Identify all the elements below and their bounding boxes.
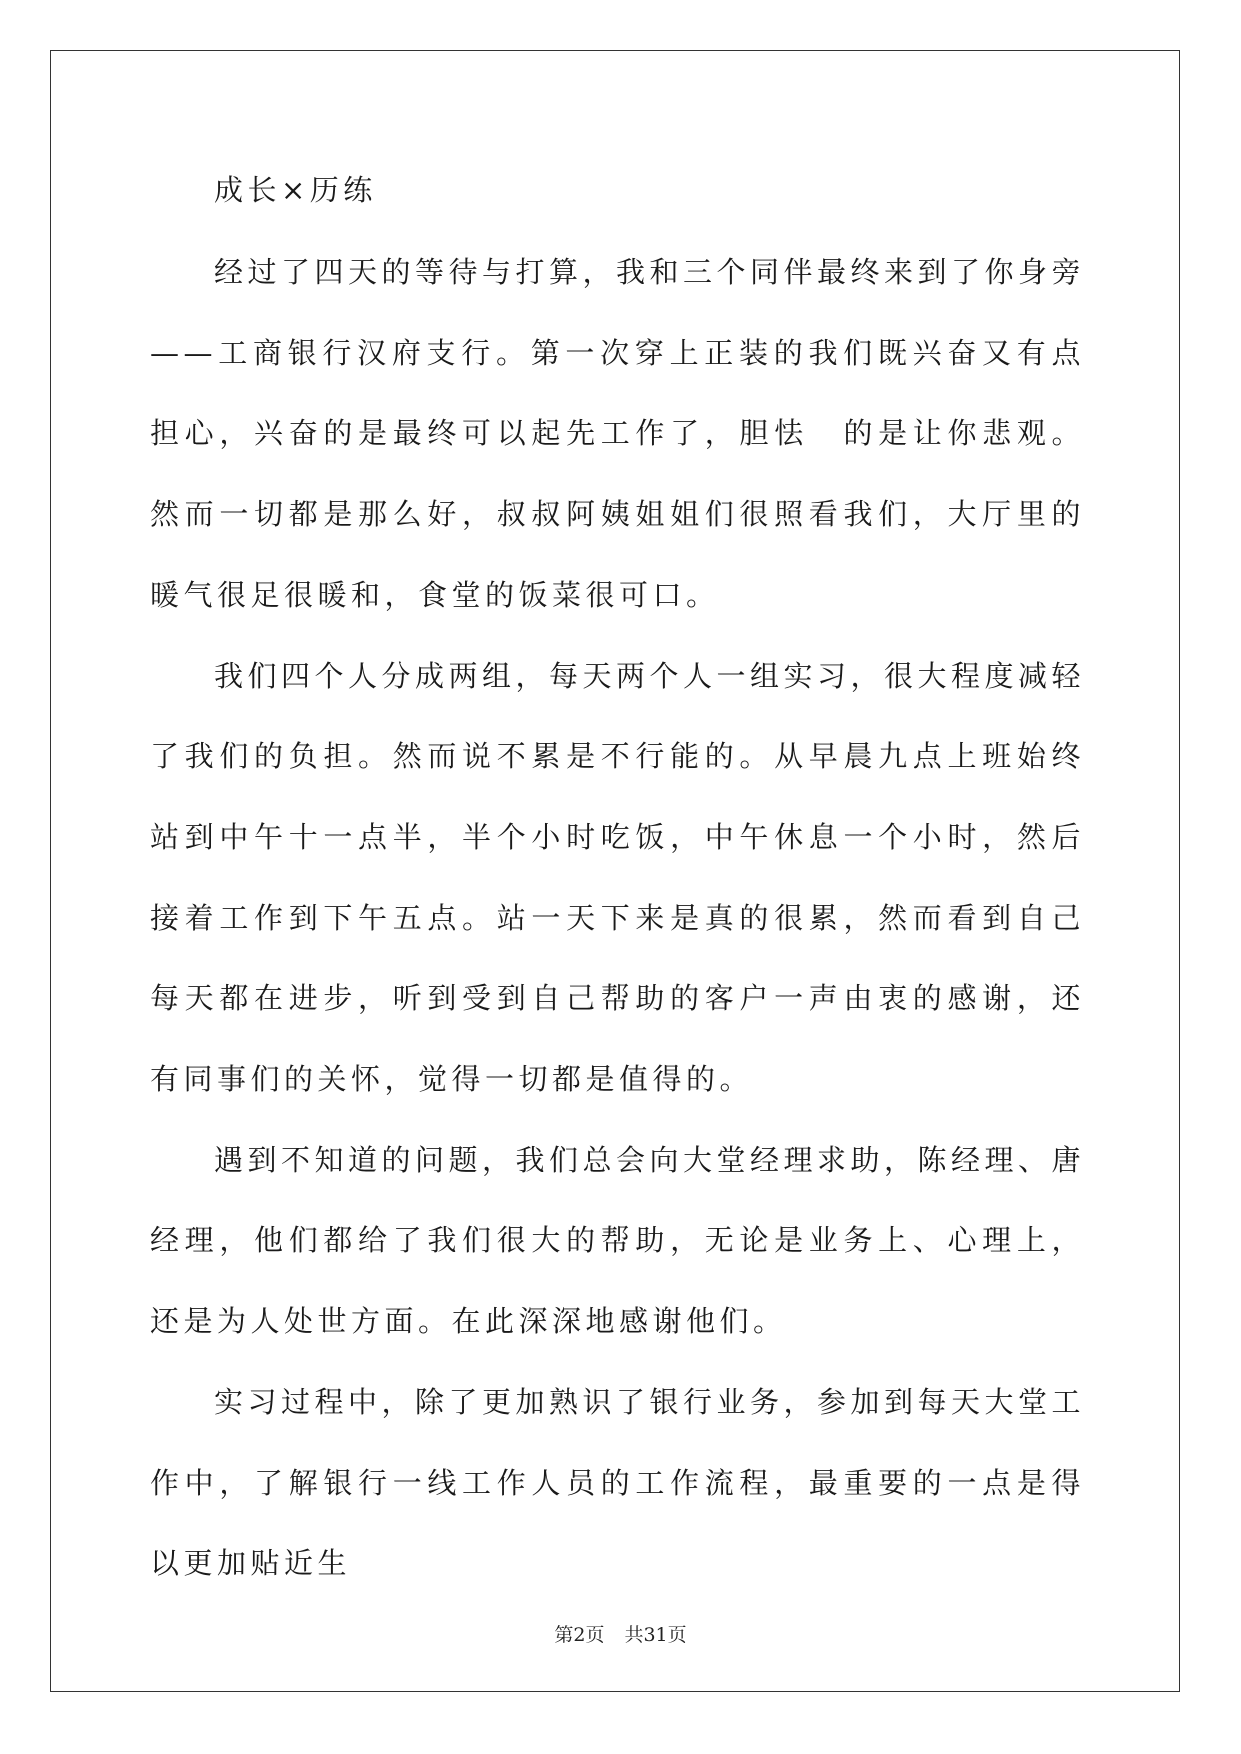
document-body <box>150 150 1085 1604</box>
page-total: 共31页 <box>624 1624 687 1646</box>
document-title: 成长×历练 <box>214 173 377 207</box>
paragraph-4: 实习过程中，除了更加熟识了银行业务，参加到每天大堂工作中，了解银行一线工作人员的工作流程，最重要的一点是得以更加贴近生 <box>150 1384 1086 1581</box>
paragraph-3: 遇到不知道的问题，我们总会向大堂经理求助，陈经理、唐经理，他们都给了我们很大的帮助，无论是业务上、心理上，还是为人处世方面。在此深深地感谢他们。 <box>150 1142 1086 1339</box>
page-number: 第2页 <box>554 1624 605 1646</box>
paragraph-2: 我们四个人分成两组，每天两个人一组实习，很大程度减轻了我们的负担。然而说不累是不行能的。从早晨九点上班始终站到中午十一点半，半个小时吃饭，中午休息一个小时，然后接着工作到下午五点。站一天下来是真的很累，然而看到自己每天都在进步，听到受到自己帮助的客户一声由衷的感谢，还有同事们的关怀，觉得一切都是值得的。 <box>150 658 1086 1097</box>
page-footer <box>0 1620 1241 1647</box>
paragraph-1: 经过了四天的等待与打算，我和三个同伴最终来到了你身旁——工商银行汉府支行。第一次穿上正装的我们既兴奋又有点担心，兴奋的是最终可以起先工作了，胆怯 的是让你悲观。然而一切都是那么好，叔叔阿姨姐姐们很照看我们，大厅里的暖气很足很暖和，食堂的饭菜很可口。 <box>150 255 1086 612</box>
